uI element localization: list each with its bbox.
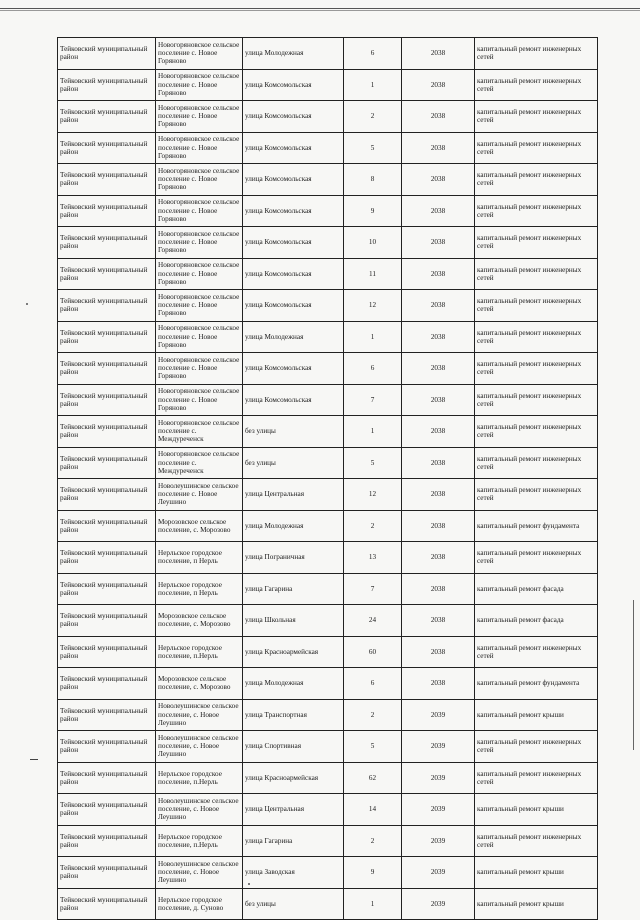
table-row [58, 857, 598, 889]
table-row [58, 794, 598, 826]
work-type-cell: капитальный ремонт инженерных сетей [475, 164, 598, 196]
district-cell: Тейковский муниципальный район [58, 668, 156, 700]
table-row [58, 384, 598, 416]
settlement-cell: Новогоряновское сельское поселение с. Новое Горяново [156, 384, 243, 416]
house-number-cell: 5 [344, 132, 402, 164]
street-cell: улица Красноармейская [243, 636, 344, 668]
street-cell: улица Молодежная [243, 38, 344, 70]
table-body [58, 38, 598, 920]
table-row [58, 699, 598, 731]
settlement-cell: Новогоряновское сельское поселение с. Новое Горяново [156, 132, 243, 164]
street-cell: улица Школьная [243, 605, 344, 637]
street-cell: улица Комсомольская [243, 195, 344, 227]
work-type-cell: капитальный ремонт фасада [475, 605, 598, 637]
street-cell: улица Молодежная [243, 321, 344, 353]
settlement-cell: Новогоряновское сельское поселение с. Новое Горяново [156, 321, 243, 353]
street-cell: улица Молодежная [243, 510, 344, 542]
house-number-cell: 5 [344, 731, 402, 763]
street-cell: улица Комсомольская [243, 132, 344, 164]
table-row [58, 888, 598, 920]
work-type-cell: капитальный ремонт инженерных сетей [475, 447, 598, 479]
work-type-cell: капитальный ремонт крыши [475, 794, 598, 826]
house-number-cell: 1 [344, 69, 402, 101]
house-number-cell: 12 [344, 290, 402, 322]
district-cell: Тейковский муниципальный район [58, 353, 156, 385]
work-type-cell: капитальный ремонт инженерных сетей [475, 384, 598, 416]
table-row [58, 479, 598, 511]
house-number-cell: 9 [344, 195, 402, 227]
settlement-cell: Новогоряновское сельское поселение с. Новое Горяново [156, 195, 243, 227]
work-type-cell: капитальный ремонт крыши [475, 857, 598, 889]
street-cell: улица Комсомольская [243, 353, 344, 385]
table-row [58, 164, 598, 196]
work-type-cell: капитальный ремонт инженерных сетей [475, 101, 598, 133]
house-number-cell: 6 [344, 353, 402, 385]
year-cell: 2038 [402, 290, 475, 322]
settlement-cell: Новогоряновское сельское поселение с. Новое Горяново [156, 258, 243, 290]
settlement-cell: Новогоряновское сельское поселение с. Новое Горяново [156, 290, 243, 322]
work-type-cell: капитальный ремонт фасада [475, 573, 598, 605]
table-row [58, 290, 598, 322]
work-type-cell: капитальный ремонт крыши [475, 699, 598, 731]
settlement-cell: Морозовское сельское поселение, с. Морозово [156, 510, 243, 542]
year-cell: 2038 [402, 101, 475, 133]
street-cell: улица Центральная [243, 479, 344, 511]
work-type-cell: капитальный ремонт инженерных сетей [475, 731, 598, 763]
year-cell: 2038 [402, 636, 475, 668]
settlement-cell: Нерльское городское поселение, п Нерль [156, 542, 243, 574]
district-cell: Тейковский муниципальный район [58, 447, 156, 479]
year-cell: 2038 [402, 479, 475, 511]
district-cell: Тейковский муниципальный район [58, 794, 156, 826]
year-cell: 2038 [402, 384, 475, 416]
work-type-cell: капитальный ремонт инженерных сетей [475, 38, 598, 70]
year-cell: 2038 [402, 321, 475, 353]
year-cell: 2038 [402, 227, 475, 259]
year-cell: 2038 [402, 164, 475, 196]
house-number-cell: 1 [344, 416, 402, 448]
street-cell: улица Комсомольская [243, 164, 344, 196]
year-cell: 2038 [402, 668, 475, 700]
street-cell: улица Комсомольская [243, 101, 344, 133]
district-cell: Тейковский муниципальный район [58, 384, 156, 416]
district-cell: Тейковский муниципальный район [58, 636, 156, 668]
district-cell: Тейковский муниципальный район [58, 69, 156, 101]
district-cell: Тейковский муниципальный район [58, 699, 156, 731]
settlement-cell: Нерльское городское поселение, п.Нерль [156, 636, 243, 668]
settlement-cell: Новолеушинское сельское поселение, с. Новое Леушино [156, 731, 243, 763]
year-cell: 2038 [402, 195, 475, 227]
settlement-cell: Нерльское городское поселение, п.Нерль [156, 762, 243, 794]
work-type-cell: капитальный ремонт инженерных сетей [475, 353, 598, 385]
street-cell: улица Спортивная [243, 731, 344, 763]
work-type-cell: капитальный ремонт инженерных сетей [475, 542, 598, 574]
table-row [58, 132, 598, 164]
street-cell: улица Комсомольская [243, 227, 344, 259]
street-cell: без улицы [243, 888, 344, 920]
table-row [58, 69, 598, 101]
table-row [58, 353, 598, 385]
work-type-cell: капитальный ремонт инженерных сетей [475, 416, 598, 448]
street-cell: улица Транспортная [243, 699, 344, 731]
table-row [58, 101, 598, 133]
house-number-cell: 60 [344, 636, 402, 668]
left-margin-dot [26, 303, 28, 305]
table-row [58, 731, 598, 763]
work-type-cell: капитальный ремонт инженерных сетей [475, 321, 598, 353]
year-cell: 2039 [402, 699, 475, 731]
table-row [58, 38, 598, 70]
district-cell: Тейковский муниципальный район [58, 290, 156, 322]
house-number-cell: 6 [344, 668, 402, 700]
table-row [58, 762, 598, 794]
street-cell: улица Гагарина [243, 573, 344, 605]
work-type-cell: капитальный ремонт инженерных сетей [475, 825, 598, 857]
house-number-cell: 14 [344, 794, 402, 826]
district-cell: Тейковский муниципальный район [58, 101, 156, 133]
year-cell: 2038 [402, 447, 475, 479]
street-cell: улица Центральная [243, 794, 344, 826]
year-cell: 2039 [402, 825, 475, 857]
table-row [58, 416, 598, 448]
year-cell: 2038 [402, 510, 475, 542]
house-number-cell: 9 [344, 857, 402, 889]
district-cell: Тейковский муниципальный район [58, 195, 156, 227]
year-cell: 2038 [402, 258, 475, 290]
district-cell: Тейковский муниципальный район [58, 857, 156, 889]
left-margin-dash [30, 759, 38, 760]
street-cell: улица Заводская [243, 857, 344, 889]
settlement-cell: Морозовское сельское поселение, с. Морозово [156, 668, 243, 700]
year-cell: 2038 [402, 416, 475, 448]
work-type-cell: капитальный ремонт фундамента [475, 668, 598, 700]
district-cell: Тейковский муниципальный район [58, 416, 156, 448]
house-number-cell: 2 [344, 510, 402, 542]
settlement-cell: Новолеушинское сельское поселение, с. Новое Леушино [156, 857, 243, 889]
table-row [58, 668, 598, 700]
street-cell: улица Гагарина [243, 825, 344, 857]
district-cell: Тейковский муниципальный район [58, 762, 156, 794]
year-cell: 2038 [402, 69, 475, 101]
work-type-cell: капитальный ремонт инженерных сетей [475, 132, 598, 164]
table-row [58, 605, 598, 637]
work-type-cell: капитальный ремонт инженерных сетей [475, 195, 598, 227]
district-cell: Тейковский муниципальный район [58, 38, 156, 70]
table-row [58, 825, 598, 857]
work-type-cell: капитальный ремонт инженерных сетей [475, 479, 598, 511]
district-cell: Тейковский муниципальный район [58, 510, 156, 542]
top-scan-rule [0, 8, 640, 9]
house-number-cell: 62 [344, 762, 402, 794]
table-row [58, 321, 598, 353]
settlement-cell: Новогоряновское сельское поселение с. Новое Горяново [156, 353, 243, 385]
settlement-cell: Новолеушинское сельское поселение, с. Новое Леушино [156, 699, 243, 731]
settlement-cell: Новогоряновское сельское поселение с. Новое Горяново [156, 38, 243, 70]
settlement-cell: Нерльское городское поселение, д. Суново [156, 888, 243, 920]
top-scan-rule-secondary [0, 10, 640, 11]
work-type-cell: капитальный ремонт инженерных сетей [475, 258, 598, 290]
settlement-cell: Морозовское сельское поселение, с. Морозово [156, 605, 243, 637]
work-type-cell: капитальный ремонт инженерных сетей [475, 290, 598, 322]
street-cell: без улицы [243, 447, 344, 479]
street-cell: улица Комсомольская [243, 258, 344, 290]
table-row [58, 258, 598, 290]
house-number-cell: 6 [344, 38, 402, 70]
district-cell: Тейковский муниципальный район [58, 479, 156, 511]
district-cell: Тейковский муниципальный район [58, 605, 156, 637]
year-cell: 2038 [402, 38, 475, 70]
district-cell: Тейковский муниципальный район [58, 227, 156, 259]
house-number-cell: 2 [344, 101, 402, 133]
year-cell: 2038 [402, 605, 475, 637]
house-number-cell: 1 [344, 888, 402, 920]
year-cell: 2038 [402, 132, 475, 164]
house-number-cell: 10 [344, 227, 402, 259]
work-type-cell: капитальный ремонт инженерных сетей [475, 636, 598, 668]
table-row [58, 510, 598, 542]
settlement-cell: Нерльское городское поселение, п Нерль [156, 573, 243, 605]
work-type-cell: капитальный ремонт инженерных сетей [475, 227, 598, 259]
year-cell: 2038 [402, 573, 475, 605]
street-cell: улица Комсомольская [243, 384, 344, 416]
street-cell: улица Комсомольская [243, 290, 344, 322]
year-cell: 2039 [402, 857, 475, 889]
table-row [58, 447, 598, 479]
district-cell: Тейковский муниципальный район [58, 164, 156, 196]
settlement-cell: Новогоряновское сельское поселение с. Междуреченск [156, 416, 243, 448]
district-cell: Тейковский муниципальный район [58, 542, 156, 574]
settlement-cell: Новогоряновское сельское поселение с. Новое Горяново [156, 69, 243, 101]
district-cell: Тейковский муниципальный район [58, 888, 156, 920]
district-cell: Тейковский муниципальный район [58, 321, 156, 353]
district-cell: Тейковский муниципальный район [58, 731, 156, 763]
district-cell: Тейковский муниципальный район [58, 132, 156, 164]
district-cell: Тейковский муниципальный район [58, 258, 156, 290]
street-cell: улица Молодежная [243, 668, 344, 700]
table-row [58, 542, 598, 574]
table-row [58, 195, 598, 227]
house-number-cell: 24 [344, 605, 402, 637]
repair-schedule-table [57, 37, 598, 920]
table-row [58, 573, 598, 605]
district-cell: Тейковский муниципальный район [58, 825, 156, 857]
house-number-cell: 1 [344, 321, 402, 353]
house-number-cell: 2 [344, 825, 402, 857]
street-cell: улица Красноармейская [243, 762, 344, 794]
table-row [58, 636, 598, 668]
house-number-cell: 8 [344, 164, 402, 196]
house-number-cell: 12 [344, 479, 402, 511]
house-number-cell: 11 [344, 258, 402, 290]
table-row [58, 227, 598, 259]
house-number-cell: 7 [344, 384, 402, 416]
year-cell: 2039 [402, 731, 475, 763]
house-number-cell: 2 [344, 699, 402, 731]
settlement-cell: Новогоряновское сельское поселение с. Междуреченск [156, 447, 243, 479]
year-cell: 2039 [402, 794, 475, 826]
house-number-cell: 13 [344, 542, 402, 574]
work-type-cell: капитальный ремонт инженерных сетей [475, 762, 598, 794]
year-cell: 2038 [402, 542, 475, 574]
settlement-cell: Новогоряновское сельское поселение с. Новое Горяново [156, 101, 243, 133]
settlement-cell: Новогоряновское сельское поселение с. Новое Горяново [156, 227, 243, 259]
house-number-cell: 7 [344, 573, 402, 605]
street-cell: улица Комсомольская [243, 69, 344, 101]
house-number-cell: 5 [344, 447, 402, 479]
settlement-cell: Нерльское городское поселение, п.Нерль [156, 825, 243, 857]
right-margin-mark [633, 600, 634, 750]
year-cell: 2038 [402, 353, 475, 385]
work-type-cell: капитальный ремонт крыши [475, 888, 598, 920]
settlement-cell: Новолеушинское сельское поселение, с. Новое Леушино [156, 794, 243, 826]
district-cell: Тейковский муниципальный район [58, 573, 156, 605]
settlement-cell: Новогоряновское сельское поселение с. Новое Горяново [156, 164, 243, 196]
year-cell: 2039 [402, 762, 475, 794]
street-cell: улица Пограничная [243, 542, 344, 574]
settlement-cell: Новолеушинское сельское поселение с. Новое Леушино [156, 479, 243, 511]
street-cell: без улицы [243, 416, 344, 448]
year-cell: 2039 [402, 888, 475, 920]
work-type-cell: капитальный ремонт фундамента [475, 510, 598, 542]
work-type-cell: капитальный ремонт инженерных сетей [475, 69, 598, 101]
